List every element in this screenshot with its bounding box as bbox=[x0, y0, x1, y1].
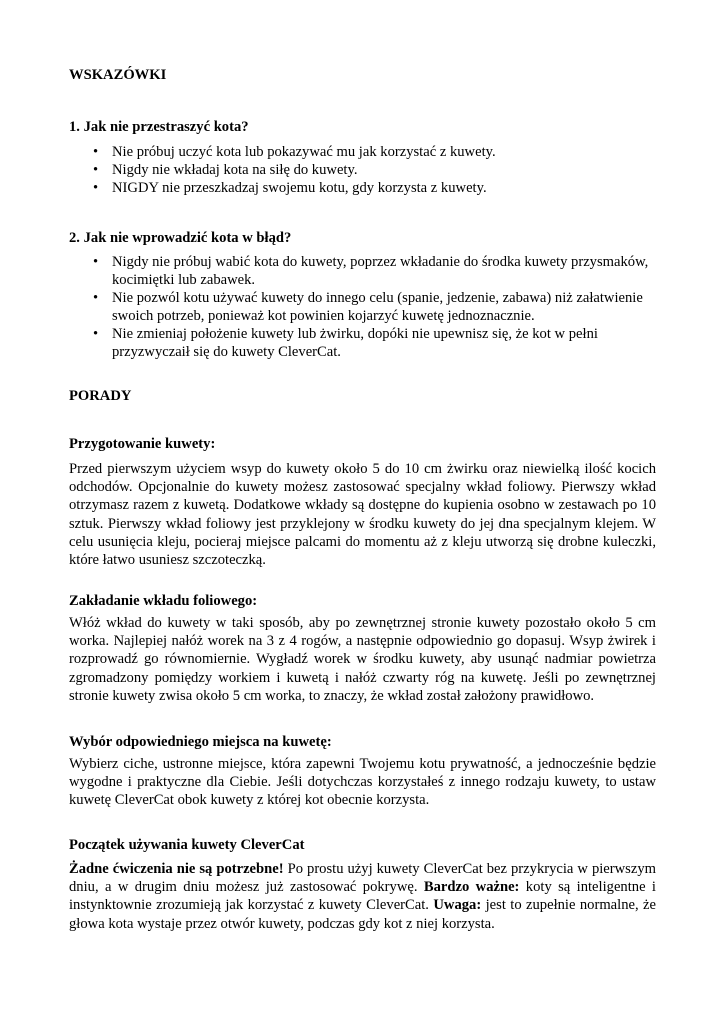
subheading-jak-nie-przestraszyc: 1. Jak nie przestraszyć kota? bbox=[69, 119, 249, 135]
bullet-icon: • bbox=[93, 290, 99, 306]
emphasis-note: Uwaga: bbox=[433, 897, 482, 914]
emphasis-very-important: Bardzo ważne: bbox=[423, 879, 520, 896]
bullet-icon: • bbox=[93, 326, 99, 342]
subheading-zakladanie: Zakładanie wkładu foliowego: bbox=[69, 593, 258, 609]
section-heading-wskazowki: WSKAZÓWKI bbox=[69, 67, 167, 83]
subheading-jak-nie-wprowadzic: 2. Jak nie wprowadzić kota w błąd? bbox=[69, 230, 292, 246]
list-item: • Nie zmieniaj położenie kuwety lub żwirku, dopóki nie upewnisz się, że kot w pełni przyzwyczaił się do kuwety CleverCat. bbox=[93, 326, 598, 360]
list-item: • Nigdy nie wkładaj kota na siłę do kuwety. bbox=[93, 162, 358, 178]
subheading-poczatek: Początek używania kuwety CleverCat bbox=[69, 837, 305, 853]
bullet-icon: • bbox=[93, 162, 99, 178]
list-item: • Nie próbuj uczyć kota lub pokazywać mu jak korzystać z kuwety. bbox=[93, 144, 496, 160]
bullet-list-wprowadzic bbox=[69, 253, 659, 361]
emphasis-no-training: Żadne ćwiczenia nie są potrzebne! bbox=[69, 861, 284, 877]
subheading-wybor-miejsca: Wybór odpowiedniego miejsca na kuwetę: bbox=[69, 734, 332, 750]
bullet-icon: • bbox=[93, 144, 99, 160]
paragraph-wybor-miejsca: Wybierz ciche, ustronne miejsce, która zapewni Twojemu kotu prywatność, a jednocześnie będzie wygodne i praktyczne dla Ciebie. Jeśli dotychczas korzystałeś z innego rodzaju kuwety, to ustaw kuwetę CleverCat obok kuwety z której kot obecnie korzysta. bbox=[69, 756, 656, 809]
paragraph-poczatek: Żadne ćwiczenia nie są potrzebne! Po prostu użyj kuwety CleverCat bez przykrycia w pierwszym dniu, a w drugim dniu możesz już zastosować pokrywę. Bardzo ważne: koty są inteligentne i instynktownie zrozumieją jak korzystać z kuwety CleverCat. Uwaga: jest to zupełnie normalne, że głowa kota wystaje przez otwór kuwety, podczas gdy kot z niej korzysta. bbox=[69, 861, 656, 932]
bullet-icon: • bbox=[93, 254, 99, 270]
list-item: • Nigdy nie próbuj wabić kota do kuwety, poprzez wkładanie do środka kuwety przysmaków, kocimiętki lub zabawek. bbox=[93, 254, 649, 288]
subheading-przygotowanie: Przygotowanie kuwety: bbox=[69, 436, 216, 452]
list-item: • Nie pozwól kotu używać kuwety do innego celu (spanie, jedzenie, zabawa) niż załatwienie swoich potrzeb, ponieważ kot powinien kojarzyć kuwetę jednoznacznie. bbox=[93, 290, 643, 324]
paragraph-zakladanie: Włóż wkład do kuwety w taki sposób, aby po zewnętrznej stronie kuwety pozostało około 5 cm worka. Najlepiej nałóż worek na 3 z 4 rogów, a następnie odpowiednio go dopasuj. Wsyp żwirek i rozprowadź go równomiernie. Wygładź worek w środku kuwety, aby usunąć nadmiar powietrza zgromadzony pomiędzy workiem i kuwetą i nałóż czwarty róg na kuwetę. Jeśli po zewnętrznej stronie kuwety zwisa około 5 cm worka, to znaczy, że wkład został założony prawidłowo. bbox=[69, 615, 656, 704]
bullet-list-przestraszyc bbox=[69, 143, 659, 197]
bullet-icon: • bbox=[93, 180, 99, 196]
paragraph-przygotowanie: Przed pierwszym użyciem wsyp do kuwety około 5 do 10 cm żwirku oraz niewielką ilość kocich odchodów. Opcjonalnie do kuwety możesz zastosować specjalny wkład foliowy. Pierwszy wkład otrzymasz razem z kuwetą. Dodatkowe wkłady są dostępne do kupienia osobno w zestawach po 10 sztuk. Pierwszy wkład foliowy jest przyklejony w środku kuwety do jej dna specjalnym klejem. W celu usunięcia kleju, pocieraj miejsce palcami do momentu aż z kleju utworzą się drobne kuleczki, które łatwo usuniesz szczoteczką. bbox=[69, 461, 656, 569]
section-heading-porady: PORADY bbox=[69, 388, 132, 404]
list-item: • NIGDY nie przeszkadzaj swojemu kotu, gdy korzysta z kuwety. bbox=[93, 180, 487, 196]
